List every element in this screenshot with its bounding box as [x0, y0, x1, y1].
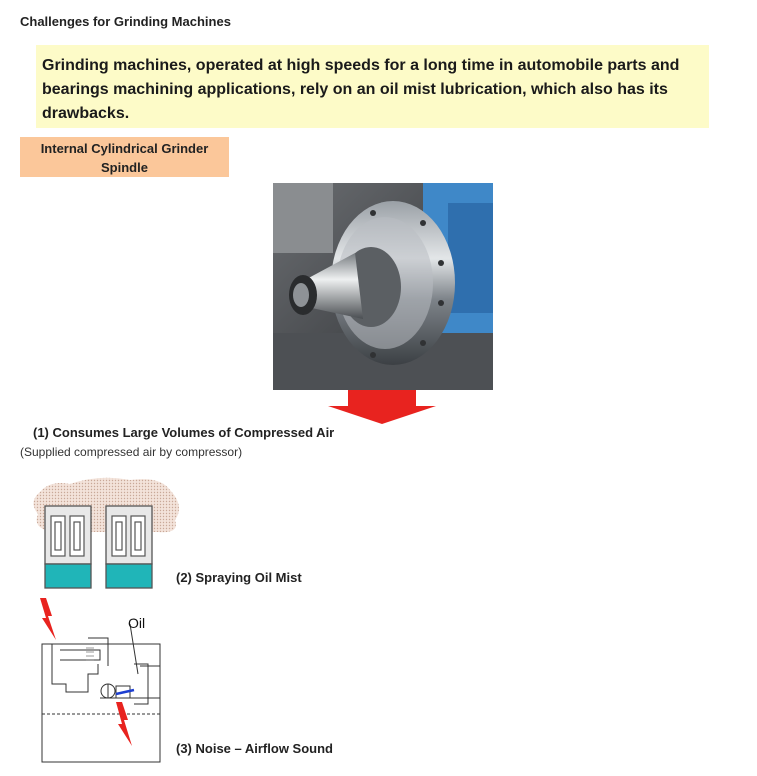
spindle-label-line1: Internal Cylindrical Grinder [40, 141, 209, 156]
challenge-3-title: (3) Noise – Airflow Sound [176, 741, 333, 756]
downward-red-arrow-icon [326, 390, 438, 425]
challenge-2-title: (2) Spraying Oil Mist [176, 570, 302, 585]
challenge-1-title: (1) Consumes Large Volumes of Compressed Air [33, 425, 335, 440]
challenge-1-note: (Supplied compressed air by compressor) [20, 445, 243, 459]
spindle-photo [273, 183, 493, 390]
oil-mist-diagram [30, 470, 190, 590]
oil-label: Oil [128, 615, 146, 631]
lightning-bolt-icon [40, 598, 132, 746]
page-title: Challenges for Grinding Machines [20, 14, 231, 29]
noise-diagram [30, 594, 175, 769]
summary-callout: Grinding machines, operated at high speeds for a long time in automobile parts and bearings machining applications, rely on an oil mist lubrication, which also has its drawbacks. [36, 45, 709, 128]
spindle-label-line2: Spindle [101, 160, 148, 175]
spindle-label [20, 137, 229, 177]
